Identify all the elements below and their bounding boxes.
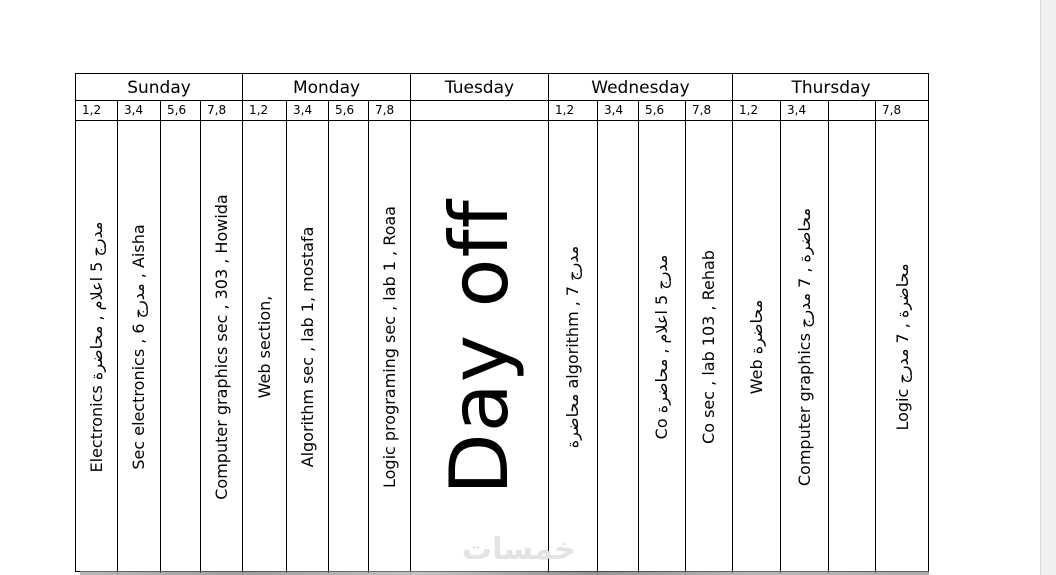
- period-label: 7,8: [882, 103, 902, 117]
- schedule-cell: [76, 121, 117, 573]
- day-off-text: Day off: [432, 199, 526, 495]
- schedule-cell: [243, 121, 286, 573]
- period-label: [411, 100, 548, 120]
- schedule-cell: [829, 121, 875, 573]
- period-label: [829, 100, 875, 120]
- schedule-cell: [639, 121, 685, 573]
- schedule-cell: [287, 121, 328, 573]
- schedule-cell: [598, 121, 638, 573]
- schedule-cell: [161, 121, 200, 573]
- schedule-cell: [369, 121, 410, 573]
- period-label: 3,4: [293, 103, 313, 117]
- period-label: 1,2: [739, 103, 759, 117]
- cell-text: Co sec , lab 103 , Rehab: [699, 250, 718, 444]
- cell-text: Logic programing sec , lab 1 , Roaa: [379, 206, 399, 488]
- schedule-cell: [876, 121, 929, 573]
- scrollbar[interactable]: [1040, 0, 1056, 575]
- cell-text: Computer graphics sec , 303 , Howida: [211, 194, 231, 500]
- cell-text: Computer graphics محاضرة , 7 مدرج: [794, 207, 814, 487]
- day-header-tuesday: Tuesday: [444, 78, 515, 98]
- period-label: 7,8: [375, 103, 395, 117]
- cell-text: Sec electronics , 6 مدرج , Aisha: [129, 224, 148, 470]
- cell-text: محاضرة algorithm , 7 مدرج: [563, 245, 582, 449]
- day-header-sunday: Sunday: [127, 78, 191, 98]
- schedule-cell: [781, 121, 828, 573]
- day-header-thursday: Thursday: [791, 78, 871, 98]
- period-label: 5,6: [167, 103, 187, 117]
- cell-text: Web محاضرة: [746, 299, 766, 395]
- schedule-cell: [329, 121, 368, 573]
- period-label: 3,4: [604, 103, 624, 117]
- period-label: 1,2: [555, 103, 575, 117]
- schedule-cell: [686, 121, 732, 573]
- cell-text: Electronics مدرج 5 اعلام , محاضرة: [86, 221, 106, 473]
- day-header-wednesday: Wednesday: [591, 78, 690, 98]
- period-label: 3,4: [124, 103, 144, 117]
- tuesday-cell: [411, 121, 548, 573]
- cell-text: Web section,: [254, 295, 274, 399]
- period-label: 7,8: [692, 103, 712, 117]
- schedule-cell: [733, 121, 780, 573]
- period-label: 5,6: [335, 103, 355, 117]
- period-label: 3,4: [787, 103, 807, 117]
- period-label: 7,8: [207, 103, 227, 117]
- watermark: خمسات: [462, 532, 576, 567]
- schedule-cell: [201, 121, 242, 573]
- schedule-table: [75, 73, 929, 572]
- schedule-cell: [549, 121, 597, 573]
- scan-edge: [80, 571, 929, 575]
- cell-text: Logic محاضرة , 7 مدرج: [892, 263, 912, 431]
- period-label: 5,6: [645, 103, 665, 117]
- period-label: 1,2: [82, 103, 102, 117]
- schedule-cell: [118, 121, 160, 573]
- cell-text: Co مدرج 5 اعلام , محاضرة: [652, 254, 671, 440]
- day-header-monday: Monday: [292, 78, 361, 98]
- period-label: 1,2: [249, 103, 269, 117]
- cell-text: Algorithm sec , lab 1, mostafa: [297, 226, 317, 468]
